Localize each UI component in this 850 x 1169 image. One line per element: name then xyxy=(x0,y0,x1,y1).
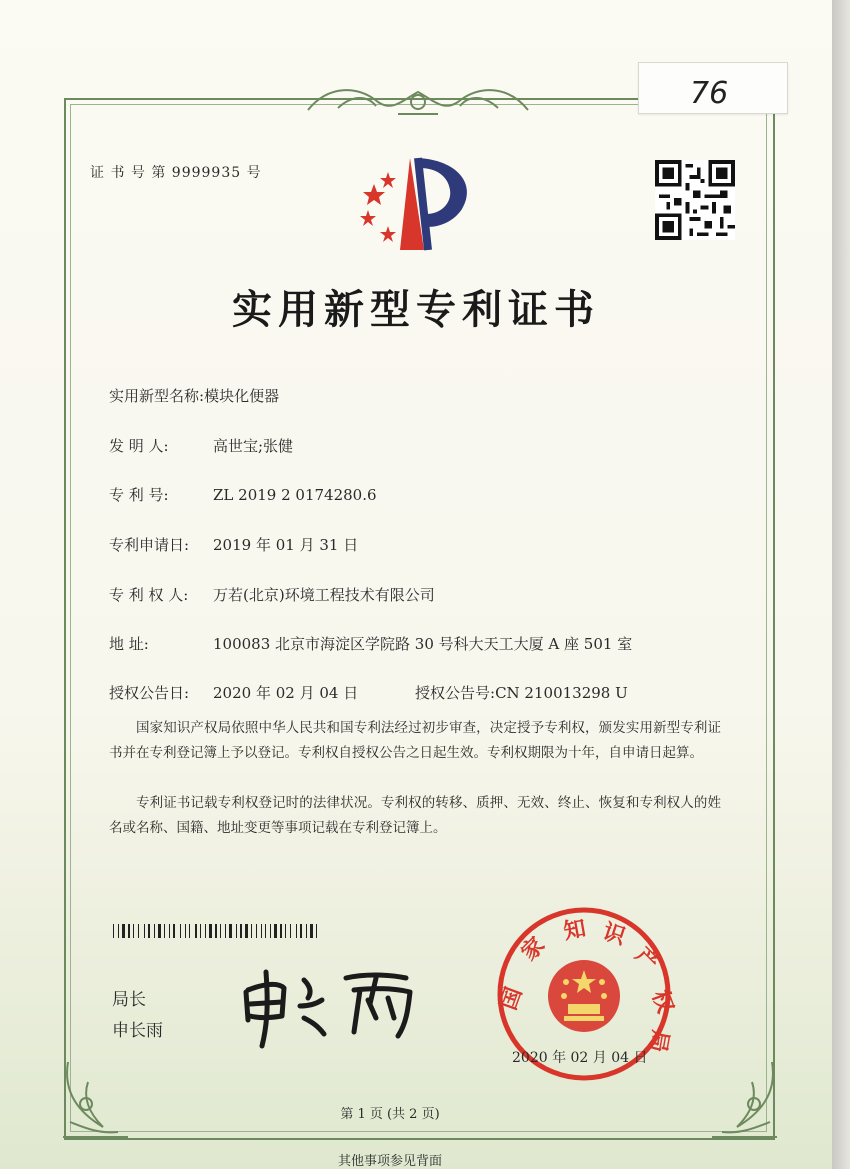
signatory-title: 局长 xyxy=(112,990,146,1010)
field-label: 专 利 权 人: xyxy=(109,586,189,604)
certificate-number: 证 书 号 第 9999935 号 xyxy=(90,165,262,181)
field-label: 专利申请日: xyxy=(109,536,190,554)
field-value: 100083 北京市海淀区学院路 30 号科大天工大厦 A 座 501 室 xyxy=(213,635,633,653)
top-ornament xyxy=(298,80,538,120)
field-value: CN 210013298 U xyxy=(495,684,628,702)
field-label: 发 明 人: xyxy=(109,437,169,455)
field-patent-number xyxy=(109,484,377,505)
field-value: ZL 2019 2 0174280.6 xyxy=(213,486,377,504)
seal-char: 权 xyxy=(646,987,678,1017)
seal-char: 国 xyxy=(496,984,528,1014)
issue-date: 2020 年 02 月 04 日 xyxy=(512,1050,648,1066)
patent-office-logo xyxy=(352,154,482,254)
field-value: 高世宝;张健 xyxy=(213,437,294,455)
field-announcement-number xyxy=(415,682,628,703)
seal-char: 识 xyxy=(599,919,629,951)
corner-ornament-left xyxy=(58,1052,138,1142)
field-application-date xyxy=(109,534,358,555)
field-address xyxy=(109,633,632,654)
field-label: 授权公告号: xyxy=(415,684,496,702)
field-value: 2019 年 01 月 31 日 xyxy=(213,536,359,554)
scan-edge xyxy=(832,0,850,1169)
field-announcement-date xyxy=(109,682,358,703)
seal-char: 产 xyxy=(629,942,664,977)
paragraph-grant-statement: 国家知识产权局依照中华人民共和国专利法经过初步审查，决定授予专利权，颁发实用新型专利证书并在专利登记簿上予以登记。专利权自授权公告之日起生效。专利权期限为十年，自申请日起算。 xyxy=(109,720,721,761)
footer-note: 其他事项参见背面 xyxy=(337,1154,442,1169)
field-utility-model-name xyxy=(109,385,279,406)
field-patentee xyxy=(109,584,435,605)
sticky-note-number: 76 xyxy=(690,76,729,111)
field-label: 专 利 号: xyxy=(109,486,169,504)
seal-char: 局 xyxy=(644,1028,673,1055)
certificate-title: 实用新型专利证书 xyxy=(232,287,600,333)
field-label: 地 址: xyxy=(109,635,149,653)
field-inventor xyxy=(109,435,293,456)
field-value: 2020 年 02 月 04 日 xyxy=(213,684,359,702)
seal-char: 知 xyxy=(561,916,588,945)
corner-ornament-right xyxy=(702,1052,782,1142)
handwritten-signature xyxy=(238,960,428,1050)
field-label: 实用新型名称: xyxy=(109,387,205,405)
seal-char: 家 xyxy=(516,932,551,967)
qr-code xyxy=(655,160,735,240)
page-number: 第 1 页 (共 2 页) xyxy=(340,1107,440,1122)
field-value: 万若(北京)环境工程技术有限公司 xyxy=(213,586,435,604)
field-value: 模块化便器 xyxy=(204,387,280,405)
paragraph-legal-status: 专利证书记载专利权登记时的法律状况。专利权的转移、质押、无效、终止、恢复和专利权人的姓名或名称、国籍、地址变更等事项记载在专利登记簿上。 xyxy=(109,795,721,836)
field-label: 授权公告日: xyxy=(109,684,190,702)
signatory-name: 申长雨 xyxy=(112,1021,163,1041)
barcode xyxy=(113,924,319,938)
